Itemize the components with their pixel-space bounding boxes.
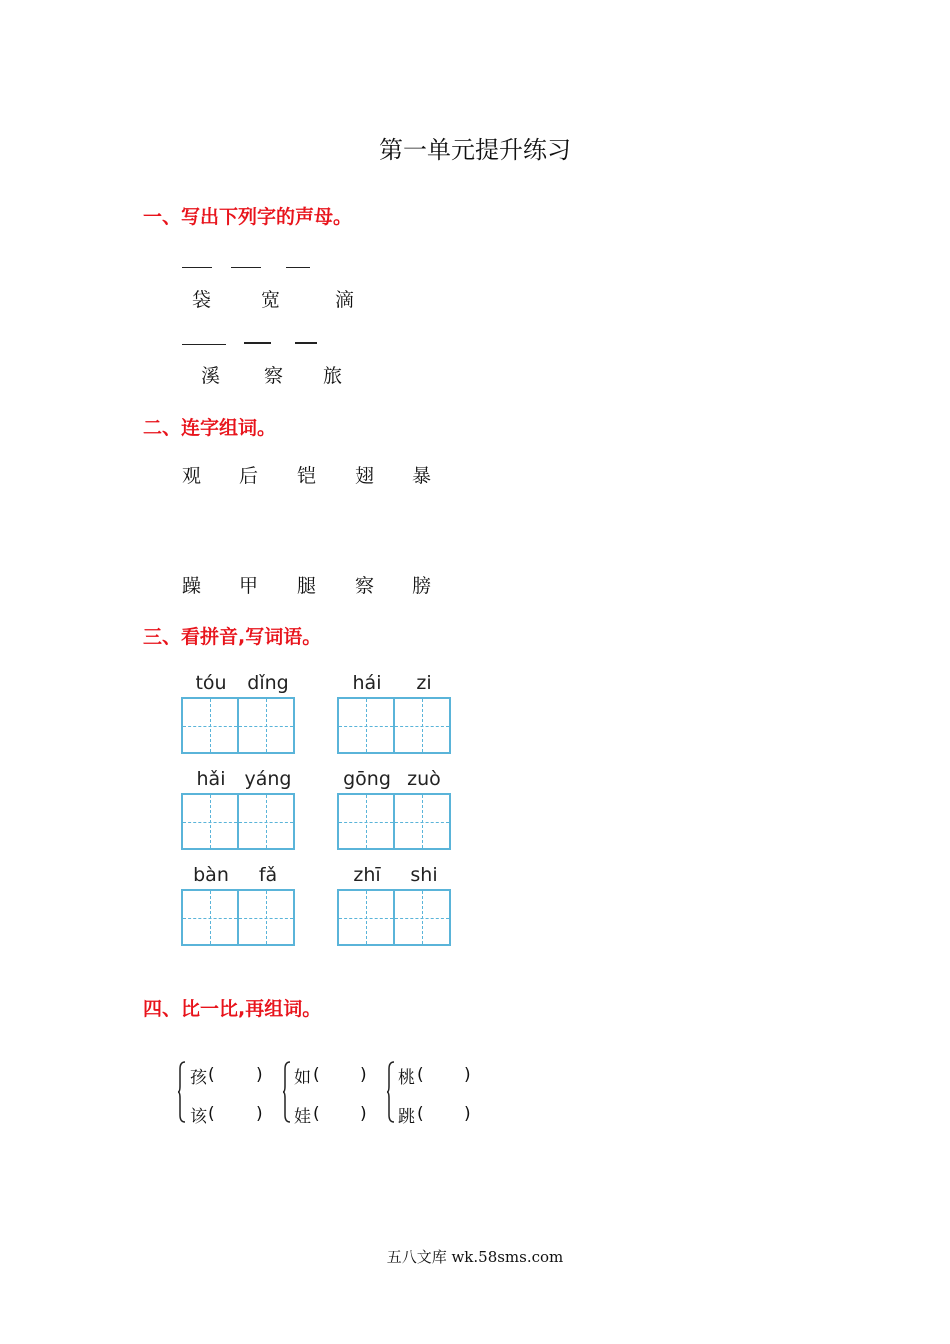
character[interactable]: 翅 [355, 465, 375, 487]
character[interactable]: 膀 [412, 575, 432, 597]
character[interactable]: 观 [182, 465, 202, 487]
character[interactable]: 察 [355, 575, 375, 597]
character[interactable]: 铠 [297, 465, 317, 487]
pinyin: shi [410, 864, 438, 886]
open-paren: ( [417, 1065, 424, 1085]
section-heading-3: 三、看拼音,写词语。 [143, 626, 322, 648]
pinyin: zuò [407, 768, 441, 790]
close-paren: ) [256, 1104, 263, 1124]
left-brace-icon [178, 1061, 186, 1123]
answer-blank[interactable] [286, 267, 310, 268]
close-paren: ) [360, 1104, 367, 1124]
close-paren: ) [360, 1065, 367, 1085]
character[interactable]: 甲 [239, 575, 259, 597]
character: 袋 [192, 289, 212, 311]
pinyin: hǎi [196, 768, 226, 790]
open-paren: ( [313, 1065, 320, 1085]
open-paren: ( [417, 1104, 424, 1124]
compare-char: 如 [294, 1068, 311, 1088]
tian-grid[interactable] [181, 793, 295, 850]
tian-grid[interactable] [337, 889, 451, 946]
pinyin: bàn [193, 864, 229, 886]
tian-grid[interactable] [337, 697, 451, 754]
character[interactable]: 后 [239, 465, 259, 487]
character: 旅 [323, 365, 343, 387]
compare-char: 娃 [294, 1107, 311, 1127]
section-heading-1: 一、写出下列字的声母。 [143, 206, 353, 228]
compare-char: 该 [190, 1107, 207, 1127]
footer-text: 五八文库 wk.58sms.com [386, 1248, 564, 1266]
tian-grid[interactable] [181, 889, 295, 946]
pinyin: dǐng [247, 672, 289, 694]
character: 察 [264, 365, 284, 387]
pinyin: gōng [343, 768, 391, 790]
answer-blank[interactable] [244, 342, 271, 344]
answer-blank[interactable] [182, 344, 226, 345]
page-title: 第一单元提升练习 [379, 136, 571, 164]
pinyin: yáng [244, 768, 292, 790]
character[interactable]: 躁 [182, 575, 202, 597]
pinyin: fǎ [258, 864, 278, 886]
character: 滴 [335, 289, 355, 311]
answer-blank[interactable] [295, 342, 317, 344]
character[interactable]: 暴 [412, 465, 432, 487]
section-heading-4: 四、比一比,再组词。 [143, 998, 322, 1020]
close-paren: ) [256, 1065, 263, 1085]
character: 溪 [201, 365, 221, 387]
pinyin: zi [416, 672, 432, 694]
open-paren: ( [313, 1104, 320, 1124]
close-paren: ) [464, 1104, 471, 1124]
close-paren: ) [464, 1065, 471, 1085]
pinyin: hái [352, 672, 382, 694]
tian-grid[interactable] [337, 793, 451, 850]
left-brace-icon [387, 1061, 395, 1123]
character: 宽 [261, 289, 281, 311]
left-brace-icon [283, 1061, 291, 1123]
answer-blank[interactable] [182, 267, 212, 268]
pinyin: tóu [195, 672, 227, 694]
character[interactable]: 腿 [297, 575, 317, 597]
section-heading-2: 二、连字组词。 [143, 417, 277, 439]
pinyin: zhī [353, 864, 381, 886]
answer-blank[interactable] [231, 267, 261, 268]
tian-grid[interactable] [181, 697, 295, 754]
open-paren: ( [208, 1065, 215, 1085]
compare-char: 跳 [398, 1107, 415, 1127]
compare-char: 桃 [398, 1068, 415, 1088]
compare-char: 孩 [190, 1068, 207, 1088]
open-paren: ( [208, 1104, 215, 1124]
